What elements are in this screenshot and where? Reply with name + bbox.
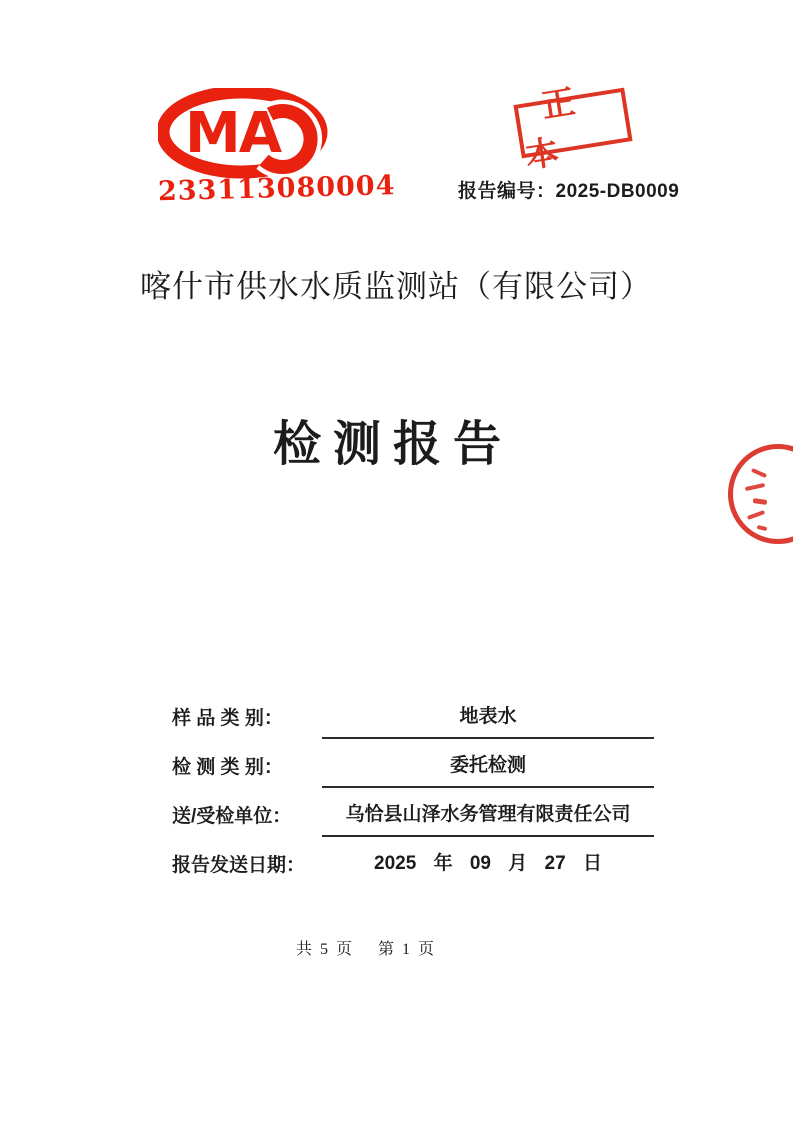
form-row-send-date bbox=[172, 848, 654, 886]
round-seal-icon bbox=[728, 444, 793, 544]
test-type-label: 检 测 类 别： bbox=[172, 757, 283, 778]
report-info-form bbox=[172, 701, 654, 897]
page-footer bbox=[0, 936, 732, 959]
document-title: 检测报告 bbox=[273, 418, 514, 471]
client-unit-label: 送/受检单位： bbox=[172, 806, 292, 827]
send-date-value: 2025 年 09 月 27 日 bbox=[374, 853, 602, 874]
send-date-label: 报告发送日期： bbox=[172, 855, 306, 876]
form-row-sample-type bbox=[172, 701, 654, 739]
seal-mark bbox=[745, 483, 765, 491]
sample-type-label: 样 品 类 别： bbox=[172, 708, 283, 729]
seal-mark bbox=[753, 498, 768, 505]
test-type-value: 委托检测 bbox=[322, 750, 654, 788]
current-page: 第 1 页 bbox=[378, 941, 437, 958]
cma-accreditation-logo bbox=[157, 88, 396, 208]
sample-type-value: 地表水 bbox=[322, 701, 654, 739]
organization-name: 喀什市供水水质监测站（有限公司） bbox=[140, 269, 652, 304]
cma-cert-number: 233113080004 bbox=[157, 170, 396, 208]
client-unit-value: 乌恰县山泽水务管理有限责任公司 bbox=[322, 799, 654, 837]
form-row-test-type bbox=[172, 750, 654, 788]
total-pages: 共 5 页 bbox=[295, 941, 354, 958]
cma-ma-letters: MA bbox=[185, 101, 281, 166]
original-copy-stamp: 正本 bbox=[513, 88, 632, 159]
seal-mark bbox=[747, 510, 765, 520]
seal-mark bbox=[757, 525, 768, 531]
cma-logo-icon bbox=[158, 88, 334, 180]
form-row-client-unit bbox=[172, 799, 654, 837]
report-number: 报告编号：2025-DB0009 bbox=[458, 181, 680, 202]
seal-mark bbox=[751, 468, 767, 478]
